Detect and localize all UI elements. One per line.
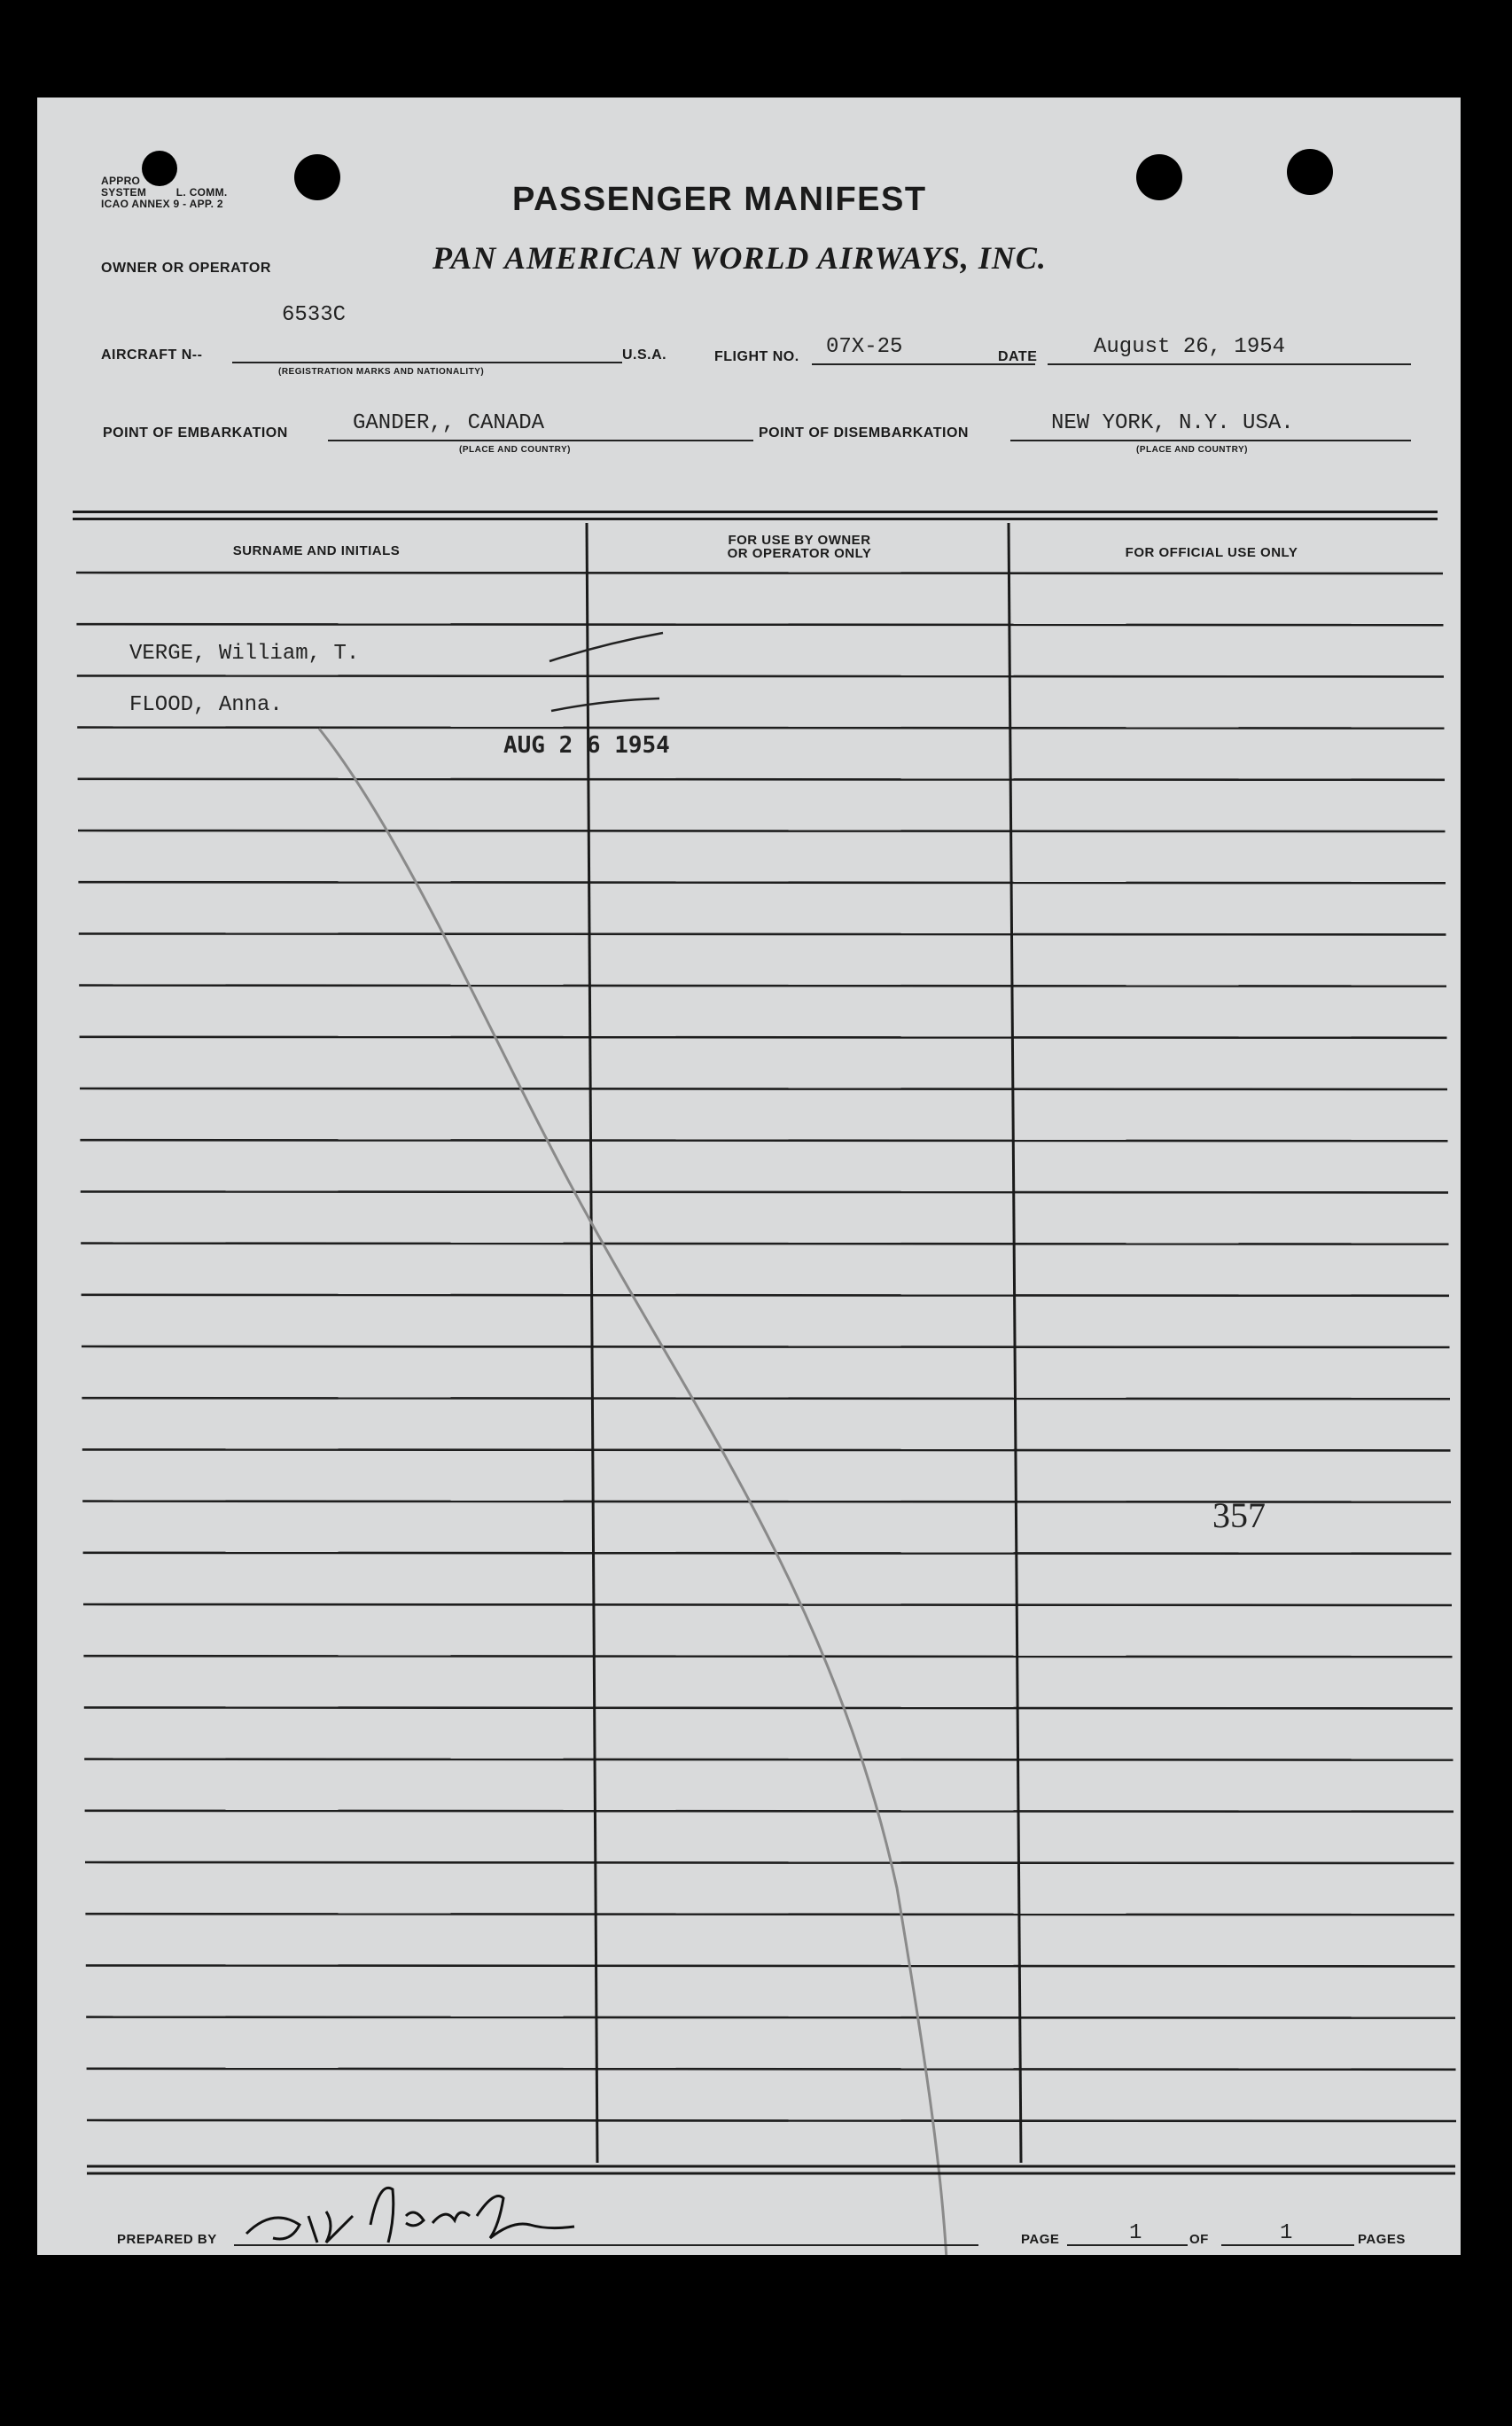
page-number-stamp: 357 — [1212, 1495, 1266, 1535]
page-label: PAGE — [1021, 2232, 1060, 2247]
flight-label: FLIGHT NO. — [714, 349, 799, 364]
prepared-label: PREPARED BY — [117, 2232, 217, 2247]
usa-label: U.S.A. — [622, 347, 667, 363]
table-row-rule — [83, 1604, 1452, 1605]
embark-value: GANDER,, CANADA — [353, 411, 545, 435]
aircraft-value: 6533C — [282, 303, 347, 327]
pages-label: PAGES — [1358, 2232, 1406, 2247]
flight-value: 07X-25 — [826, 335, 903, 359]
page-underline — [1067, 2244, 1188, 2246]
company-name: PAN AMERICAN WORLD AIRWAYS, INC. — [433, 240, 1047, 276]
table-row-rule — [78, 882, 1446, 883]
table-row-rule — [77, 728, 1444, 729]
page-value: 1 — [1129, 2221, 1142, 2245]
col-header-owner-line: FOR USE BY OWNER — [728, 533, 871, 548]
signature — [238, 2172, 627, 2251]
table-row-rule — [80, 1140, 1447, 1141]
table-row-rule — [83, 1553, 1452, 1554]
approval-line: SYSTEM L. COMM. — [101, 186, 228, 199]
embark-sub: (PLACE AND COUNTRY) — [459, 445, 571, 455]
date-stamp: AUG 2 6 1954 — [503, 732, 670, 759]
table-row-rule — [81, 1191, 1448, 1192]
table-row-rule — [82, 1398, 1450, 1399]
check-mark — [551, 698, 659, 711]
table-row-rule — [84, 1759, 1453, 1760]
table-grid — [37, 98, 1461, 2255]
of-label: OF — [1189, 2232, 1209, 2247]
table-row-rule — [85, 1914, 1454, 1915]
table-row-rule — [80, 1037, 1447, 1038]
passenger-name: FLOOD, Anna. — [129, 693, 283, 717]
table-row-rule — [77, 675, 1444, 676]
embark-label: POINT OF EMBARKATION — [103, 425, 288, 441]
of-value: 1 — [1280, 2221, 1293, 2245]
manifest-sheet — [37, 98, 1461, 2255]
col-header-owner-line: OR OPERATOR ONLY — [727, 546, 872, 561]
date-value: August 26, 1954 — [1094, 335, 1286, 359]
table-row-rule — [85, 1811, 1454, 1812]
aircraft-sub: (REGISTRATION MARKS AND NATIONALITY) — [278, 367, 485, 377]
table-row-rule — [83, 1656, 1452, 1657]
column-divider — [587, 523, 597, 2163]
col-header-surname: SURNAME AND INITIALS — [232, 543, 401, 558]
table-row-rule — [86, 1965, 1455, 1966]
approval-line: ICAO ANNEX 9 - APP. 2 — [101, 198, 223, 210]
disembark-label: POINT OF DISEMBARKATION — [759, 425, 969, 441]
table-row-rule — [82, 1295, 1449, 1296]
column-divider — [1009, 523, 1021, 2163]
disembark-value: NEW YORK, N.Y. USA. — [1051, 411, 1294, 435]
table-row-rule — [84, 1707, 1453, 1708]
table-row-rule — [87, 2069, 1456, 2070]
table-row-rule — [82, 1449, 1451, 1450]
table-row-rule — [86, 2017, 1455, 2018]
table-row-rule — [82, 1346, 1450, 1347]
table-row-rule — [76, 624, 1443, 625]
table-row-rule — [80, 1088, 1447, 1089]
check-mark — [549, 633, 663, 661]
passenger-name: VERGE, William, T. — [129, 642, 360, 666]
date-label: DATE — [998, 349, 1038, 364]
table-row-rule — [79, 933, 1446, 934]
aircraft-label: AIRCRAFT N-- — [101, 347, 203, 363]
owner-label: OWNER OR OPERATOR — [101, 261, 271, 276]
table-row-rule — [79, 986, 1446, 987]
col-header-official: FOR OFFICIAL USE ONLY — [1125, 545, 1298, 560]
table-row-rule — [85, 1862, 1454, 1863]
page-title: PASSENGER MANIFEST — [512, 181, 927, 218]
table-row-rule — [87, 2120, 1456, 2121]
pencil-stroke — [319, 729, 947, 2255]
approval-line: APPRO — [101, 175, 141, 187]
disembark-sub: (PLACE AND COUNTRY) — [1136, 445, 1248, 455]
table-row-rule — [78, 779, 1445, 780]
signature-stroke — [246, 2188, 574, 2243]
